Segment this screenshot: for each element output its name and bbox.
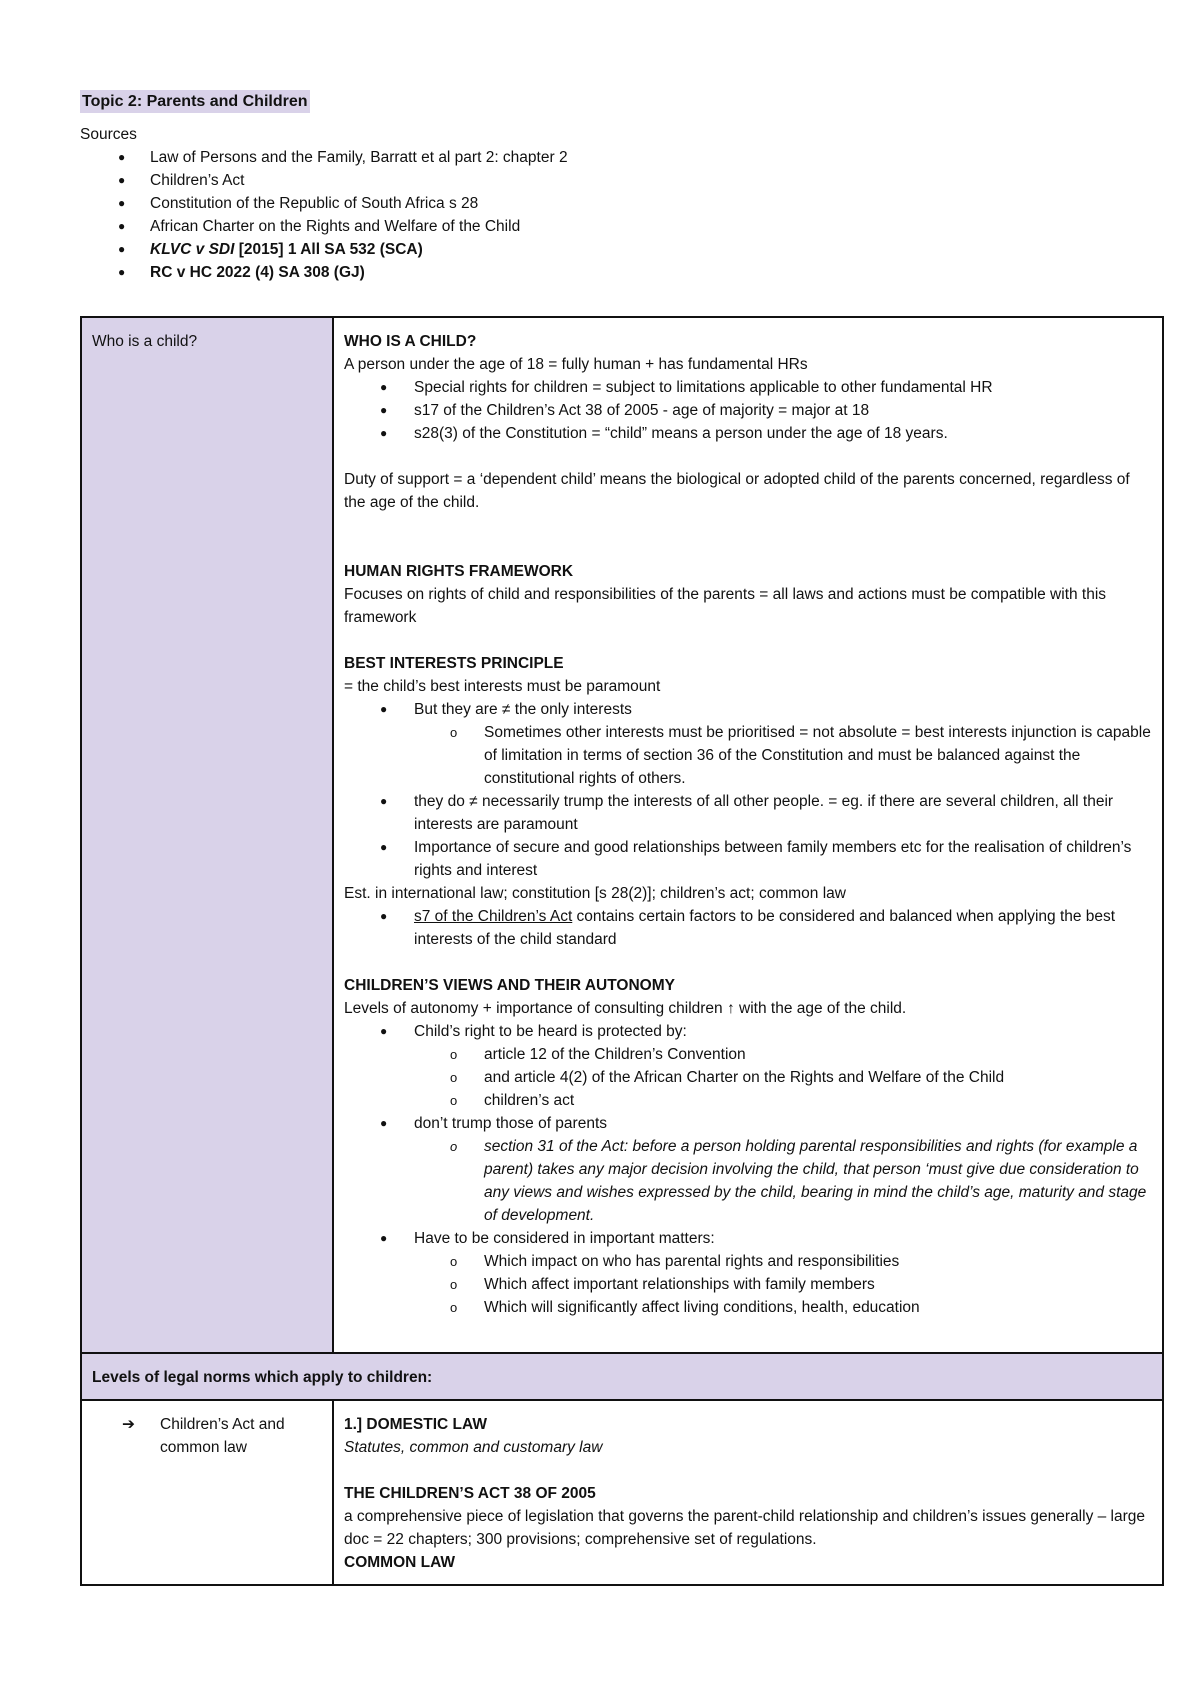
list-item [344, 1227, 1152, 1319]
list-item [344, 1112, 1152, 1227]
section-banner: Levels of legal norms which apply to children: [81, 1353, 1163, 1400]
source-item: ● Law of Persons and the Family, Barratt et al part 2: chapter 2 [80, 146, 1160, 169]
row-label: Who is a child? [81, 317, 333, 1353]
row-content [333, 1400, 1163, 1585]
table-row [81, 1353, 1163, 1400]
sub-list [414, 1043, 1152, 1112]
list-item-text: Child’s right to be heard is protected by: [414, 1023, 687, 1040]
paragraph: Est. in international law; constitution [s 28(2)]; children’s act; common law [344, 885, 846, 902]
section-heading: THE CHILDREN’S ACT 38 OF 2005 [344, 1485, 596, 1502]
source-item [80, 238, 1160, 261]
row-label [81, 1400, 333, 1585]
section-heading: WHO IS A CHILD? [344, 333, 477, 350]
bullet-list [344, 698, 1152, 882]
bullet-list [344, 905, 1152, 951]
paragraph: Duty of support = a ‘dependent child’ means the biological or adopted child of the parents concerned, regardless of the age of the child. [344, 471, 1130, 511]
document-header [80, 90, 1160, 284]
source-item: ● RC v HC 2022 (4) SA 308 (GJ) [80, 261, 1160, 284]
paragraph: A person under the age of 18 = fully human + has fundamental HRs [344, 356, 808, 373]
paragraph: Levels of autonomy + importance of consulting children ↑ with the age of the child. [344, 1000, 907, 1017]
list-item-text: Have to be considered in important matters: [414, 1230, 715, 1247]
act-reference: s7 of the Children’s Act [414, 908, 573, 925]
sub-list-item: o Sometimes other interests must be prioritised = not absolute = best interests injunction is capable of limitation in terms of section 36 of the Constitution and must be balanced against the constitutional rights of others. [344, 721, 1152, 790]
list-item-text: contains certain factors to be considered and balanced when applying the best interests of the child standard [414, 908, 1116, 948]
paragraph: = the child’s best interests must be paramount [344, 678, 661, 695]
list-item: ● s28(3) of the Constitution = “child” means a person under the age of 18 years. [344, 422, 1152, 445]
sub-list-item: o children’s act [344, 1089, 1152, 1112]
source-item: ● Children’s Act [80, 169, 1160, 192]
arrow-item [82, 1413, 322, 1459]
sources-list [80, 146, 1160, 284]
section-heading: CHILDREN’S VIEWS AND THEIR AUTONOMY [344, 977, 675, 994]
source-item: ● Constitution of the Republic of South Africa s 28 [80, 192, 1160, 215]
list-item-text: don’t trump those of parents [414, 1115, 608, 1132]
paragraph: Statutes, common and customary law [344, 1439, 603, 1456]
section-heading: COMMON LAW [344, 1554, 456, 1571]
case-name: KLVC v SDI [150, 241, 235, 258]
sub-list-item: o Which affect important relationships with family members [344, 1273, 1152, 1296]
sub-list-item: o Which will significantly affect living conditions, health, education [344, 1296, 1152, 1319]
page-title: Topic 2: Parents and Children [80, 90, 310, 113]
bullet-list [344, 376, 1152, 445]
row-label-text: Children’s Act and common law [160, 1416, 285, 1456]
sub-list-item: o Which impact on who has parental rights and responsibilities [344, 1250, 1152, 1273]
sub-list-item: o and article 4(2) of the African Charter on the Rights and Welfare of the Child [344, 1066, 1152, 1089]
sub-list [414, 1250, 1152, 1319]
list-item: ● they do ≠ necessarily trump the interests of all other people. = eg. if there are several children, all their interests are paramount [344, 790, 1152, 836]
notes-table [80, 316, 1164, 1586]
sub-list-item: o article 12 of the Children’s Convention [344, 1043, 1152, 1066]
table-row [81, 317, 1163, 1353]
section-heading: 1.] DOMESTIC LAW [344, 1416, 487, 1433]
list-item [344, 698, 1152, 790]
table-row [81, 1400, 1163, 1585]
paragraph: a comprehensive piece of legislation that governs the parent-child relationship and children’s issues generally – large doc = 22 chapters; 300 provisions; comprehensive set of regulations. [344, 1508, 1146, 1548]
case-citation: [2015] 1 All SA 532 (SCA) [234, 241, 423, 258]
sub-list-item: o section 31 of the Act: before a person holding parental responsibilities and rights (for example a parent) takes any major decision involving the child, that person ‘must give due consideration to any views and wishes expressed by the child, bearing in mind the child’s age, maturity and stage of development. [344, 1135, 1152, 1227]
bullet-list [344, 1020, 1152, 1319]
list-item-text: But they are ≠ the only interests [414, 701, 632, 718]
section-heading: HUMAN RIGHTS FRAMEWORK [344, 563, 574, 580]
arrow-icon: ➔ [122, 1416, 135, 1433]
list-item: ● Importance of secure and good relationships between family members etc for the realisation of children’s rights and interest [344, 836, 1152, 882]
list-item [344, 905, 1152, 951]
list-item: ● s17 of the Children’s Act 38 of 2005 - age of majority = major at 18 [344, 399, 1152, 422]
source-item: ● African Charter on the Rights and Welfare of the Child [80, 215, 1160, 238]
list-item [344, 1020, 1152, 1112]
sources-label: Sources [80, 126, 137, 143]
paragraph: Focuses on rights of child and responsibilities of the parents = all laws and actions must be compatible with this framework [344, 586, 1107, 626]
sub-list [414, 1135, 1152, 1227]
section-heading: BEST INTERESTS PRINCIPLE [344, 655, 564, 672]
row-content [333, 317, 1163, 1353]
sub-list [414, 721, 1152, 790]
list-item: ● Special rights for children = subject to limitations applicable to other fundamental HR [344, 376, 1152, 399]
